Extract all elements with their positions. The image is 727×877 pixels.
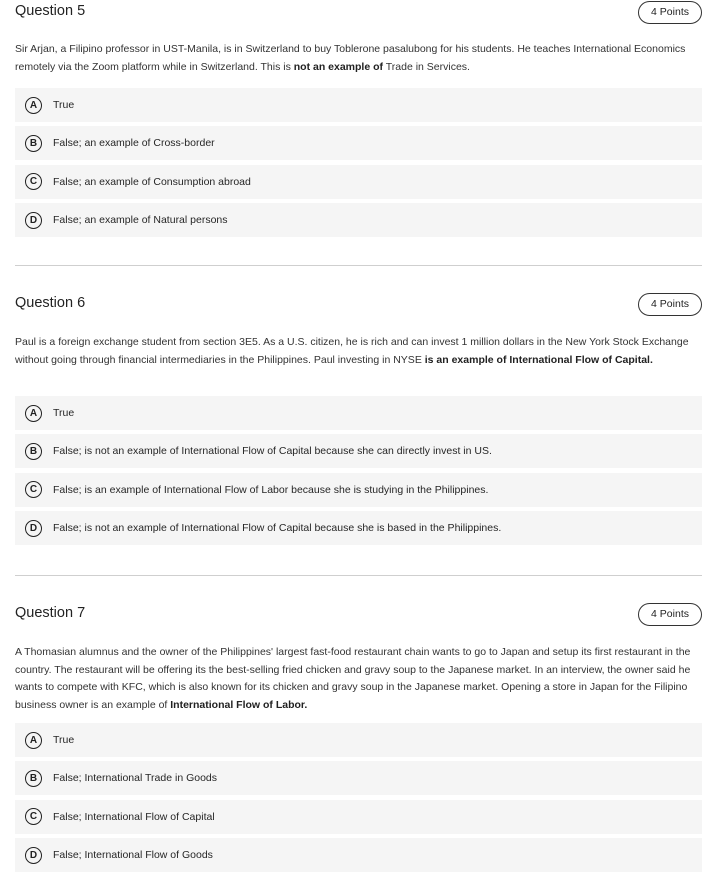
points-badge: 4 Points <box>638 293 702 316</box>
option-letter-circle: A <box>25 405 42 422</box>
answer-option-c[interactable] <box>15 800 702 834</box>
option-letter-circle: B <box>25 443 42 460</box>
question-text-bold: is an example of International Flow of Capital. <box>424 353 653 366</box>
option-letter-circle: C <box>25 173 42 190</box>
option-label: False; an example of Cross-border <box>53 137 215 150</box>
question-text <box>15 644 705 714</box>
option-letter-circle: D <box>25 847 42 864</box>
option-label: False; is not an example of International Flow of Capital because she can directly invest in US. <box>53 445 492 458</box>
question-text-part: Trade in Services. <box>383 60 470 73</box>
option-letter-circle: C <box>25 481 42 498</box>
option-label: True <box>53 734 75 746</box>
answer-option-b[interactable] <box>15 761 702 795</box>
answer-options <box>15 396 702 550</box>
option-letter-circle: D <box>25 212 42 229</box>
question-text-part: A Thomasian alumnus and the owner of the Philippines' largest fast-food restaurant chain wants to go to Japan and setup its first restaurant in the country. The restaurant will be offering its the best-selling fried chicken and gravy soup to the Japanese market. In an interview, the owner said he wants to compete with KFC, which is also known for its chicken and gravy soup in the Japanese market. Opening a store in Japan for the Filipino business owner is an example of <box>15 646 691 711</box>
question-text <box>15 41 705 76</box>
option-label: False; International Flow of Capital <box>53 810 215 823</box>
option-label: True <box>53 99 75 111</box>
answer-options <box>15 88 702 242</box>
option-label: False; International Flow of Goods <box>53 849 213 862</box>
question-header <box>0 605 727 629</box>
option-letter-circle: C <box>25 808 42 825</box>
option-label: False; is not an example of International Flow of Capital because she is based in the Philippines. <box>53 522 502 535</box>
option-letter-circle: B <box>25 770 42 787</box>
answer-option-a[interactable] <box>15 396 702 430</box>
answer-option-d[interactable] <box>15 838 702 872</box>
option-label: False; an example of Natural persons <box>53 214 228 227</box>
question-divider <box>15 575 702 576</box>
option-label: False; is an example of International Flow of Labor because she is studying in the Philippines. <box>53 483 489 496</box>
question-text-bold: International Flow of Labor. <box>170 698 308 711</box>
question-text-part: Paul is a foreign exchange student from section 3E5. As a U.S. citizen, he is rich and can invest 1 million dollars in the New York Stock Exchange without going through financial intermediaries in the Philippines. Paul investing in NYSE <box>15 336 689 366</box>
option-letter-circle: A <box>25 732 42 749</box>
option-letter-circle: B <box>25 135 42 152</box>
question-title: Question 7 <box>15 605 86 621</box>
question-header <box>0 295 727 319</box>
option-letter-circle: A <box>25 97 42 114</box>
answer-options <box>15 723 702 877</box>
question-text <box>15 334 705 369</box>
option-letter-circle: D <box>25 520 42 537</box>
option-label: True <box>53 407 75 419</box>
answer-option-b[interactable] <box>15 434 702 468</box>
points-badge: 4 Points <box>638 1 702 24</box>
question-divider <box>15 265 702 266</box>
option-label: False; International Trade in Goods <box>53 772 218 785</box>
answer-option-b[interactable] <box>15 126 702 160</box>
question-title: Question 5 <box>15 3 86 19</box>
answer-option-c[interactable] <box>15 473 702 507</box>
question-text-bold: not an example of <box>293 60 384 73</box>
option-label: False; an example of Consumption abroad <box>53 175 251 188</box>
points-badge: 4 Points <box>638 603 702 626</box>
answer-option-c[interactable] <box>15 165 702 199</box>
answer-option-a[interactable] <box>15 88 702 122</box>
answer-option-a[interactable] <box>15 723 702 757</box>
answer-option-d[interactable] <box>15 203 702 237</box>
question-header <box>0 3 727 27</box>
answer-option-d[interactable] <box>15 511 702 545</box>
question-title: Question 6 <box>15 295 86 311</box>
question-text-part: Sir Arjan, a Filipino professor in UST-Manila, is in Switzerland to buy Toblerone pasalubong for his students. He teaches International Economics remotely via the Zoom platform while in Switzerland. This is <box>15 43 686 73</box>
